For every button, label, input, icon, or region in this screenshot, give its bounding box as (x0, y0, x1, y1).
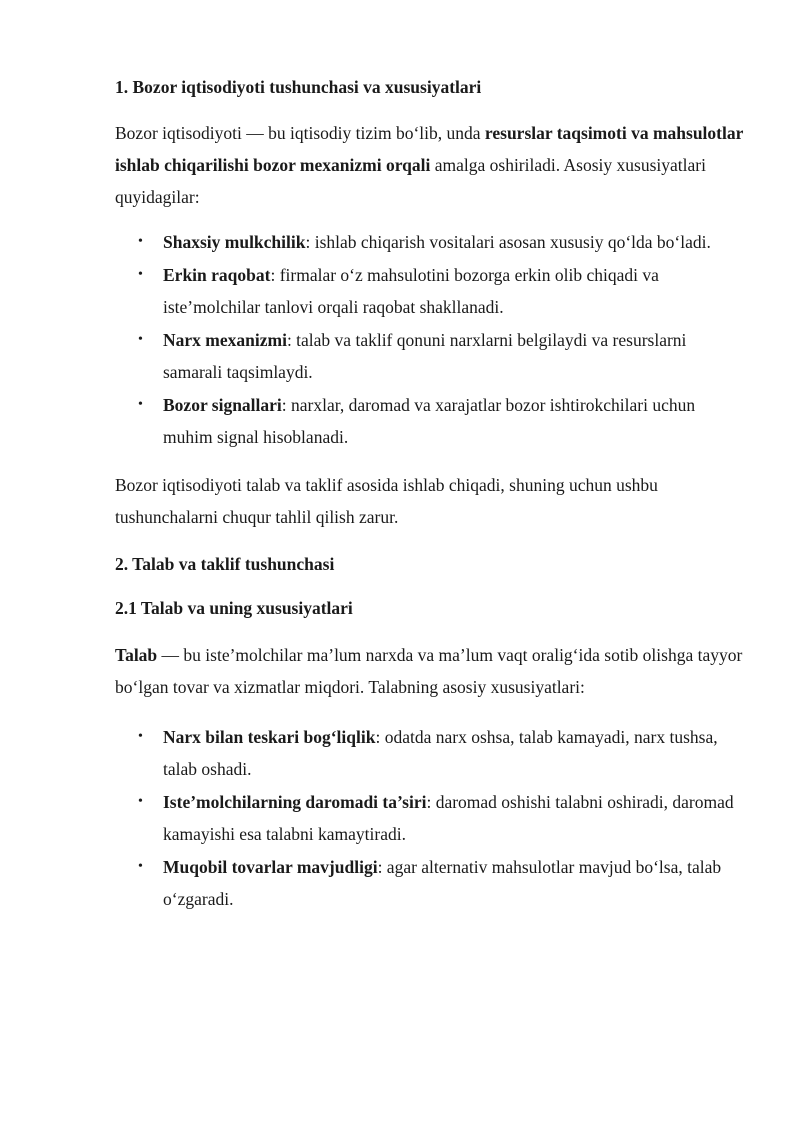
section-2-1-intro (115, 639, 745, 703)
list-item-term: Bozor signallari (163, 395, 282, 415)
section-2-heading: 2. Talab va taklif tushunchasi (115, 554, 335, 574)
document-content (115, 71, 745, 916)
section-1-list (115, 226, 745, 453)
list-item (115, 259, 745, 323)
section-1-intro-text-end: amalga oshiriladi. Asosiy xususiyatlari quyidagilar: (115, 155, 706, 207)
list-item-term: Shaxsiy mulkchilik (163, 232, 306, 252)
list-item-term: Iste’molchilarning daromadi ta’siri (163, 792, 427, 812)
list-item (115, 851, 745, 915)
list-item-term: Muqobil tovarlar mavjudligi (163, 857, 378, 877)
list-item (115, 721, 745, 785)
bullet-icon: • (138, 332, 143, 347)
section-2-1-list (115, 721, 745, 915)
list-item-text: : talab va taklif qonuni narxlarni belgilaydi va resurslarni samarali taqsimlaydi. (163, 330, 687, 382)
bullet-icon: • (138, 267, 143, 282)
bullet-icon: • (138, 397, 143, 412)
list-item (115, 324, 745, 388)
list-item-text: : narxlar, daromad va xarajatlar bozor ishtirokchilari uchun muhim signal hisoblanadi. (163, 395, 696, 447)
section-1-intro-text: Bozor iqtisodiyoti — bu iqtisodiy tizim bo‘lib, unda (115, 123, 485, 143)
list-item-text: : odatda narx oshsa, talab kamayadi, narx tushsa, talab oshadi. (163, 727, 718, 779)
bullet-icon: • (138, 729, 143, 744)
list-item-text: : ishlab chiqarish vositalari asosan xususiy qo‘lda bo‘ladi. (305, 232, 711, 252)
list-item-text: : firmalar o‘z mahsulotini bozorga erkin olib chiqadi va iste’molchilar tanlovi orqali raqobat shakllanadi. (163, 265, 659, 317)
section-1-closing: Bozor iqtisodiyoti talab va taklif asosida ishlab chiqadi, shuning uchun ushbu tushunchalarni chuqur tahlil qilish zarur. (115, 475, 658, 527)
section-2-1-heading: 2.1 Talab va uning xususiyatlari (115, 598, 353, 618)
list-item-term: Narx bilan teskari bog‘liqlik (163, 727, 376, 747)
section-1-heading: 1. Bozor iqtisodiyoti tushunchasi va xususiyatlari (115, 77, 482, 97)
section-1-intro-bold: resurslar taqsimoti va mahsulotlar ishlab chiqarilishi bozor mexanizmi orqali (115, 123, 744, 175)
list-item (115, 226, 745, 258)
list-item-term: Narx mexanizmi (163, 330, 287, 350)
list-item-term: Erkin raqobat (163, 265, 271, 285)
section-1-intro (115, 117, 745, 213)
section-2-1-intro-text: — bu iste’molchilar ma’lum narxda va ma’lum vaqt oralig‘ida sotib olishga tayyor bo‘lgan tovar va xizmatlar miqdori. Talabning asosiy xususiyatlari: (115, 645, 743, 697)
bullet-icon: • (138, 859, 143, 874)
bullet-icon: • (138, 794, 143, 809)
list-item-text: : agar alternativ mahsulotlar mavjud bo‘lsa, talab o‘zgaradi. (163, 857, 722, 909)
list-item-text: : daromad oshishi talabni oshiradi, daromad kamayishi esa talabni kamaytiradi. (163, 792, 734, 844)
list-item (115, 786, 745, 850)
section-2-1-intro-bold: Talab (115, 645, 158, 665)
list-item (115, 389, 745, 453)
bullet-icon: • (138, 234, 143, 249)
